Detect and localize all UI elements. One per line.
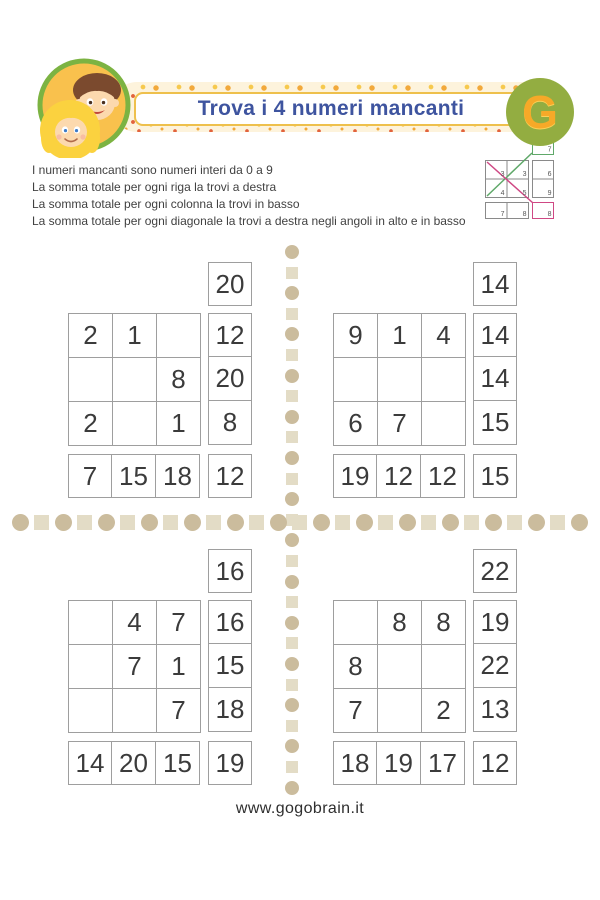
row-sum: 15	[473, 401, 517, 445]
divider-square	[286, 308, 298, 320]
instructions	[32, 162, 477, 230]
grid-cell: 1	[157, 402, 201, 446]
diagonal-sum-top: 20	[208, 262, 252, 306]
column-sums	[68, 741, 200, 785]
grid-cell-missing[interactable]	[69, 358, 113, 402]
puzzle-2	[333, 262, 517, 498]
example-row-sum: 6	[547, 171, 552, 178]
divider-circle	[227, 514, 244, 531]
column-sum: 19	[333, 454, 377, 498]
row-sums	[473, 600, 517, 732]
divider-circle	[285, 616, 299, 630]
divider-square	[286, 390, 298, 402]
grid-cell-missing[interactable]	[334, 601, 378, 645]
divider-square	[163, 515, 178, 530]
title-banner-inner	[134, 92, 528, 126]
column-sum: 19	[377, 741, 421, 785]
puzzle-3	[68, 549, 252, 785]
divider-square	[286, 761, 298, 773]
divider-circle	[313, 514, 330, 531]
grid-cell: 7	[113, 645, 157, 689]
grid-cell-missing[interactable]	[378, 358, 422, 402]
grid-cell: 8	[378, 601, 422, 645]
divider-square	[335, 515, 350, 530]
example-diag-down-sum: 8	[547, 211, 552, 218]
divider-square	[286, 349, 298, 361]
grid-cell: 2	[69, 402, 113, 446]
grid-cell: 1	[378, 314, 422, 358]
divider-circle	[285, 739, 299, 753]
divider-square	[206, 515, 221, 530]
divider-square	[34, 515, 49, 530]
divider-square	[421, 515, 436, 530]
example-cell: 3	[522, 171, 527, 178]
row-sum: 15	[208, 644, 252, 688]
divider-square	[286, 596, 298, 608]
grid-cell: 1	[157, 645, 201, 689]
divider-square	[286, 720, 298, 732]
divider-circle	[184, 514, 201, 531]
divider-square	[464, 515, 479, 530]
title-banner	[112, 82, 567, 132]
puzzle-grid	[333, 313, 466, 446]
divider-circle	[141, 514, 158, 531]
column-sum: 7	[68, 454, 112, 498]
grid-cell-missing[interactable]	[113, 689, 157, 733]
divider-square	[550, 515, 565, 530]
grid-cell-missing[interactable]	[113, 358, 157, 402]
divider-square	[286, 267, 298, 279]
diagonal-sum-bottom: 15	[473, 454, 517, 498]
divider-circle	[285, 369, 299, 383]
row-sums	[473, 313, 517, 445]
divider-circle	[285, 533, 299, 547]
divider-circle	[98, 514, 115, 531]
divider-circle	[356, 514, 373, 531]
divider-square	[286, 637, 298, 649]
horizontal-divider	[20, 514, 580, 531]
divider-circle	[285, 451, 299, 465]
diagonal-sum-top: 16	[208, 549, 252, 593]
row-sum: 14	[473, 357, 517, 401]
diagonal-sum-bottom: 12	[473, 741, 517, 785]
example-diag-up-sum: 7	[547, 146, 552, 154]
divider-circle	[285, 492, 299, 506]
divider-square	[507, 515, 522, 530]
column-sum: 18	[156, 454, 200, 498]
puzzle-grid	[68, 600, 201, 733]
row-sum: 13	[473, 688, 517, 732]
example-diagram	[475, 136, 580, 231]
grid-cell: 7	[157, 601, 201, 645]
row-sum: 18	[208, 688, 252, 732]
row-sum: 12	[208, 313, 252, 357]
page-title: Trova i 4 numeri mancanti	[197, 97, 465, 120]
divider-square	[120, 515, 135, 530]
instruction-line: La somma totale per ogni riga la trovi a destra	[32, 180, 277, 194]
row-sum: 8	[208, 401, 252, 445]
kids-logo-icon	[34, 58, 134, 158]
divider-circle	[285, 410, 299, 424]
example-cell: 4	[500, 190, 505, 197]
divider-circle	[55, 514, 72, 531]
divider-square	[286, 679, 298, 691]
gogobrain-g-logo	[506, 78, 574, 146]
row-sums	[208, 600, 252, 732]
divider-circle	[285, 698, 299, 712]
grid-cell: 8	[157, 358, 201, 402]
row-sum: 20	[208, 357, 252, 401]
grid-cell: 7	[157, 689, 201, 733]
divider-circle	[285, 286, 299, 300]
grid-cell: 7	[378, 402, 422, 446]
divider-square	[292, 515, 307, 530]
puzzle-grid	[333, 600, 466, 733]
column-sum: 12	[421, 454, 465, 498]
example-row-sum: 9	[547, 190, 552, 197]
instruction-line: I numeri mancanti sono numeri interi da 0 a 9	[32, 163, 273, 177]
divider-circle	[528, 514, 545, 531]
example-cell: 3	[500, 171, 505, 178]
grid-cell-missing[interactable]	[422, 402, 466, 446]
grid-cell-missing[interactable]	[378, 645, 422, 689]
grid-cell: 9	[334, 314, 378, 358]
grid-cell: 8	[334, 645, 378, 689]
column-sum: 14	[68, 741, 112, 785]
grid-cell-missing[interactable]	[422, 645, 466, 689]
divider-square	[249, 515, 264, 530]
diagonal-sum-bottom: 12	[208, 454, 252, 498]
instruction-line: La somma totale per ogni colonna la trovi in basso	[32, 197, 300, 211]
instruction-line: La somma totale per ogni diagonale la trovi a destra negli angoli in alto e in basso	[32, 214, 466, 228]
grid-cell: 4	[422, 314, 466, 358]
puzzle-grid	[68, 313, 201, 446]
puzzle-1	[68, 262, 252, 498]
example-col-sum: 7	[500, 211, 505, 218]
divider-circle	[485, 514, 502, 531]
divider-circle	[285, 657, 299, 671]
divider-square	[286, 555, 298, 567]
diagonal-sum-top: 14	[473, 262, 517, 306]
divider-circle	[571, 514, 588, 531]
column-sum: 15	[112, 454, 156, 498]
grid-cell-missing[interactable]	[69, 645, 113, 689]
divider-circle	[285, 327, 299, 341]
grid-cell-missing[interactable]	[157, 314, 201, 358]
divider-square	[77, 515, 92, 530]
grid-cell-missing[interactable]	[378, 689, 422, 733]
divider-circle	[442, 514, 459, 531]
divider-square	[286, 473, 298, 485]
row-sums	[208, 313, 252, 445]
divider-circle	[399, 514, 416, 531]
row-sum: 19	[473, 600, 517, 644]
diagonal-sum-bottom: 19	[208, 741, 252, 785]
row-sum: 22	[473, 644, 517, 688]
divider-square	[286, 431, 298, 443]
website-url: www.gogobrain.it	[235, 800, 365, 817]
column-sum: 17	[421, 741, 465, 785]
column-sum: 12	[377, 454, 421, 498]
row-sum: 14	[473, 313, 517, 357]
divider-circle	[285, 245, 299, 259]
divider-circle	[270, 514, 287, 531]
divider-circle	[285, 575, 299, 589]
grid-cell: 2	[69, 314, 113, 358]
grid-cell-missing[interactable]	[422, 358, 466, 402]
diagonal-sum-top: 22	[473, 549, 517, 593]
column-sum: 15	[156, 741, 200, 785]
example-col-sum: 8	[522, 211, 527, 218]
divider-circle	[12, 514, 29, 531]
column-sum: 20	[112, 741, 156, 785]
grid-cell-missing[interactable]	[113, 402, 157, 446]
column-sums	[333, 741, 465, 785]
grid-cell-missing[interactable]	[69, 601, 113, 645]
grid-cell: 1	[113, 314, 157, 358]
column-sums	[333, 454, 465, 498]
divider-square	[378, 515, 393, 530]
column-sums	[68, 454, 200, 498]
grid-cell: 6	[334, 402, 378, 446]
grid-cell-missing[interactable]	[69, 689, 113, 733]
row-sum: 16	[208, 600, 252, 644]
grid-cell: 8	[422, 601, 466, 645]
grid-cell-missing[interactable]	[334, 358, 378, 402]
puzzle-4	[333, 549, 517, 785]
g-letter: G	[522, 86, 558, 138]
example-cell: 5	[522, 190, 527, 197]
grid-cell: 2	[422, 689, 466, 733]
divider-circle	[285, 781, 299, 795]
column-sum: 18	[333, 741, 377, 785]
grid-cell: 4	[113, 601, 157, 645]
grid-cell: 7	[334, 689, 378, 733]
